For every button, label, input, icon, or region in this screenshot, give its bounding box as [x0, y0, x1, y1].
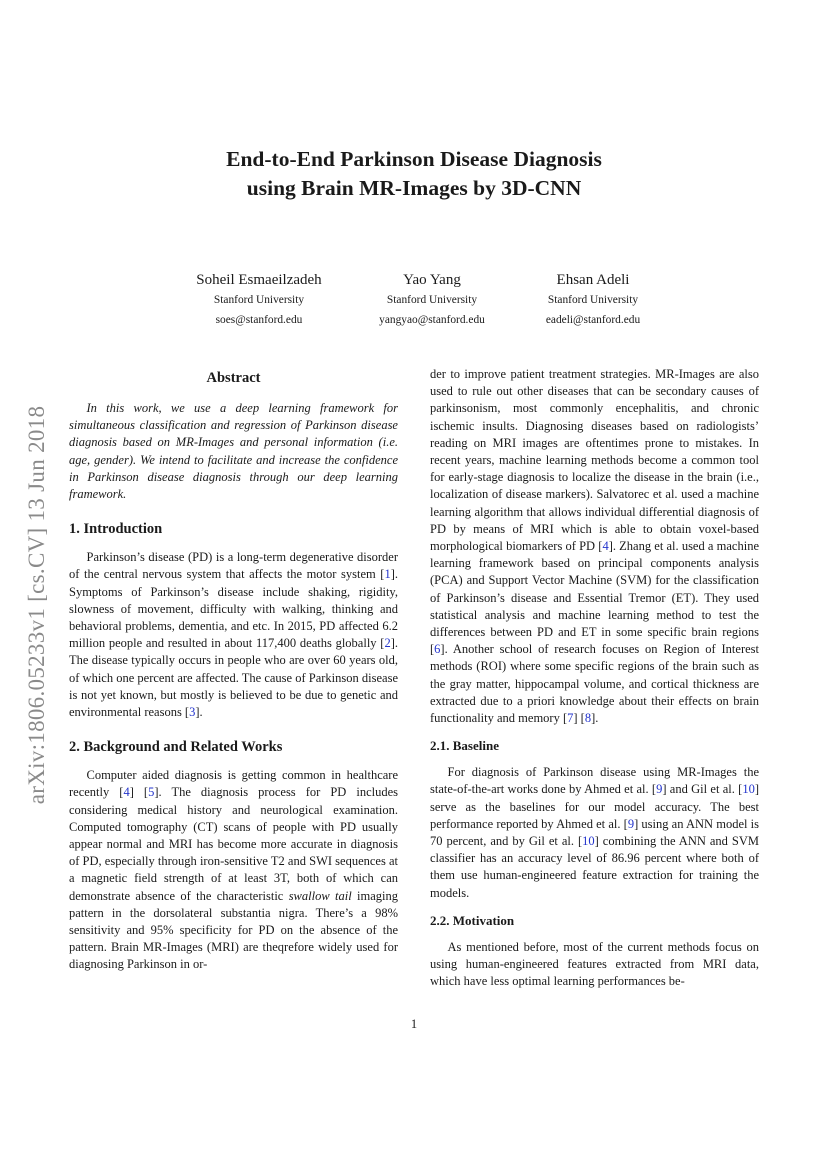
citation-link[interactable]: 4	[123, 785, 130, 800]
author-email: soes@stanford.edu	[215, 314, 303, 326]
author-affiliation: Stanford University	[386, 294, 478, 306]
section-heading-background: 2. Background and Related Works	[69, 739, 283, 756]
title-line-1: End-to-End Parkinson Disease Diagnosis	[226, 147, 602, 171]
citation-link[interactable]: 1	[384, 567, 391, 582]
arxiv-identifier: arXiv:1806.05233v1 [cs.CV] 13 Jun 2018	[24, 405, 49, 805]
citation-link[interactable]: 6	[434, 642, 441, 657]
citation-link[interactable]: 2	[384, 636, 391, 651]
author-email: eadeli@stanford.edu	[545, 314, 641, 326]
author-affiliation: Stanford University	[547, 294, 639, 306]
author-block-3	[498, 270, 688, 330]
right-column	[430, 366, 759, 991]
author-block-1	[164, 270, 354, 330]
paragraph: For diagnosis of Parkinson disease using MR-Images the state-of-the-art works done by Ahmed et al. [9] and Gil et al. [10] serve as the baselines for our model accuracy. The best performance reported by Ahmed et al. [9] using an ANN model is 70 percent, and by Gil et al. [10] combining the ANN and SVM classifier has an accuracy level of 86.96 percent where both of them use human-engineered feature extraction for training the models.	[430, 765, 759, 900]
paper-title	[0, 145, 828, 203]
left-column	[69, 366, 398, 974]
abstract-text: In this work, we use a deep learning framework for simultaneous classification and regression of Parkinson disease diagnosis based on MR-Images and personal information (i.e. age, gender). We intend to facilitate and increase the confidence in Parkinson disease diagnosis through our deep learning framework.	[69, 401, 398, 502]
paragraph: Parkinson’s disease (PD) is a long-term degenerative disorder of the central nervous system that affects the motor system [1]. Symptoms of Parkinson’s disease include shaking, rigidity, slowness of movement, difficulty with walking, thinking and behavioral problems, dementia, and etc. In 2015, PD affected 6.2 million people and resulted in about 117,400 deaths globally [2]. The disease typically occurs in people who are over 60 years old, of which one percent are affected. The cause of Parkinson disease is not yet known, but mostly is believed to be due to genetic and environmental reasons [3].	[69, 550, 398, 720]
citation-link[interactable]: 10	[582, 834, 595, 849]
author-email: yangyao@stanford.edu	[379, 314, 485, 326]
citation-link[interactable]: 7	[567, 711, 574, 726]
citation-link[interactable]: 5	[148, 785, 155, 800]
abstract-heading: Abstract	[206, 370, 261, 386]
citation-link[interactable]: 4	[602, 539, 609, 554]
paragraph: der to improve patient treatment strategies. MR-Images are also used to rule out other diseases that can be secondary causes of parkinsonism, most commonly encephalitis, and chronic ischemic insults. Diagnosing diseases based on radiologists’ reading on MRI images are oftentimes prone to mistakes. In recent years, machine learning methods become a common tool for early-stage diagnosis to localize the disease in the brain (i.e., localization of disease markers). Salvatorec et al. used a machine learning algorithm that allows individual differential diagnosis of PD by means of MRI which is able to obtain voxel-based morphological biomarkers of PD [4]. Zhang et al. used a machine learning framework based on principal components analysis (PCA) and Support Vector Machine (SVM) for the classification of Parkinson’s disease and Essential Tremor (ET). They used statistical analysis and machine learning method to test the differences between PD and ET in some specific brain regions [6]. Another school of research focuses on Region of Interest methods (ROI) where some specific regions of the brain such as the gray matter, hippocampal volume, and cortical thickness are extracted due to a priori knowledge about their effects on brain functionality and memory [7] [8].	[430, 367, 759, 726]
citation-link[interactable]: 9	[627, 816, 635, 831]
section-heading-introduction: 1. Introduction	[69, 521, 163, 538]
section-heading-motivation: 2.2. Motivation	[430, 912, 515, 928]
section-heading-baseline: 2.1. Baseline	[430, 738, 499, 754]
author-name: Yao Yang	[403, 272, 461, 288]
citation-link[interactable]: 10	[742, 782, 755, 797]
citation-link[interactable]: 8	[584, 711, 592, 726]
author-affiliation: Stanford University	[213, 294, 305, 306]
citation-link[interactable]: 3	[189, 705, 196, 720]
page-number: 1	[410, 1017, 418, 1031]
citation-link[interactable]: 9	[656, 782, 663, 797]
paragraph: Computer aided diagnosis is getting common in healthcare recently [4] [5]. The diagnosis process for PD includes considering medical history and neurological examination. Computed tomography (CT) scans of people with PD usually appear normal and MRI has become more accurate in diagnosis of PD, especially through iron-sensitive T2 and SWI sequences at a magnetic field strength of at least 3T, both of which can demonstrate absence of the characteristic swallow tail imaging pattern in the dorsolateral substantia nigra. There’s a 98% sensitivity and 95% specificity for PD on the absence of the pattern. Brain MR-Images (MRI) are theqrefore widely used for diagnosing Parkinson in or-	[69, 768, 399, 972]
title-line-2: using Brain MR-Images by 3D-CNN	[246, 176, 582, 200]
author-name: Soheil Esmaeilzadeh	[196, 272, 322, 288]
paragraph: As mentioned before, most of the current methods focus on using human-engineered features extracted from MRI data, which have less optimal learning performances be-	[430, 939, 759, 989]
author-name: Ehsan Adeli	[556, 272, 630, 288]
